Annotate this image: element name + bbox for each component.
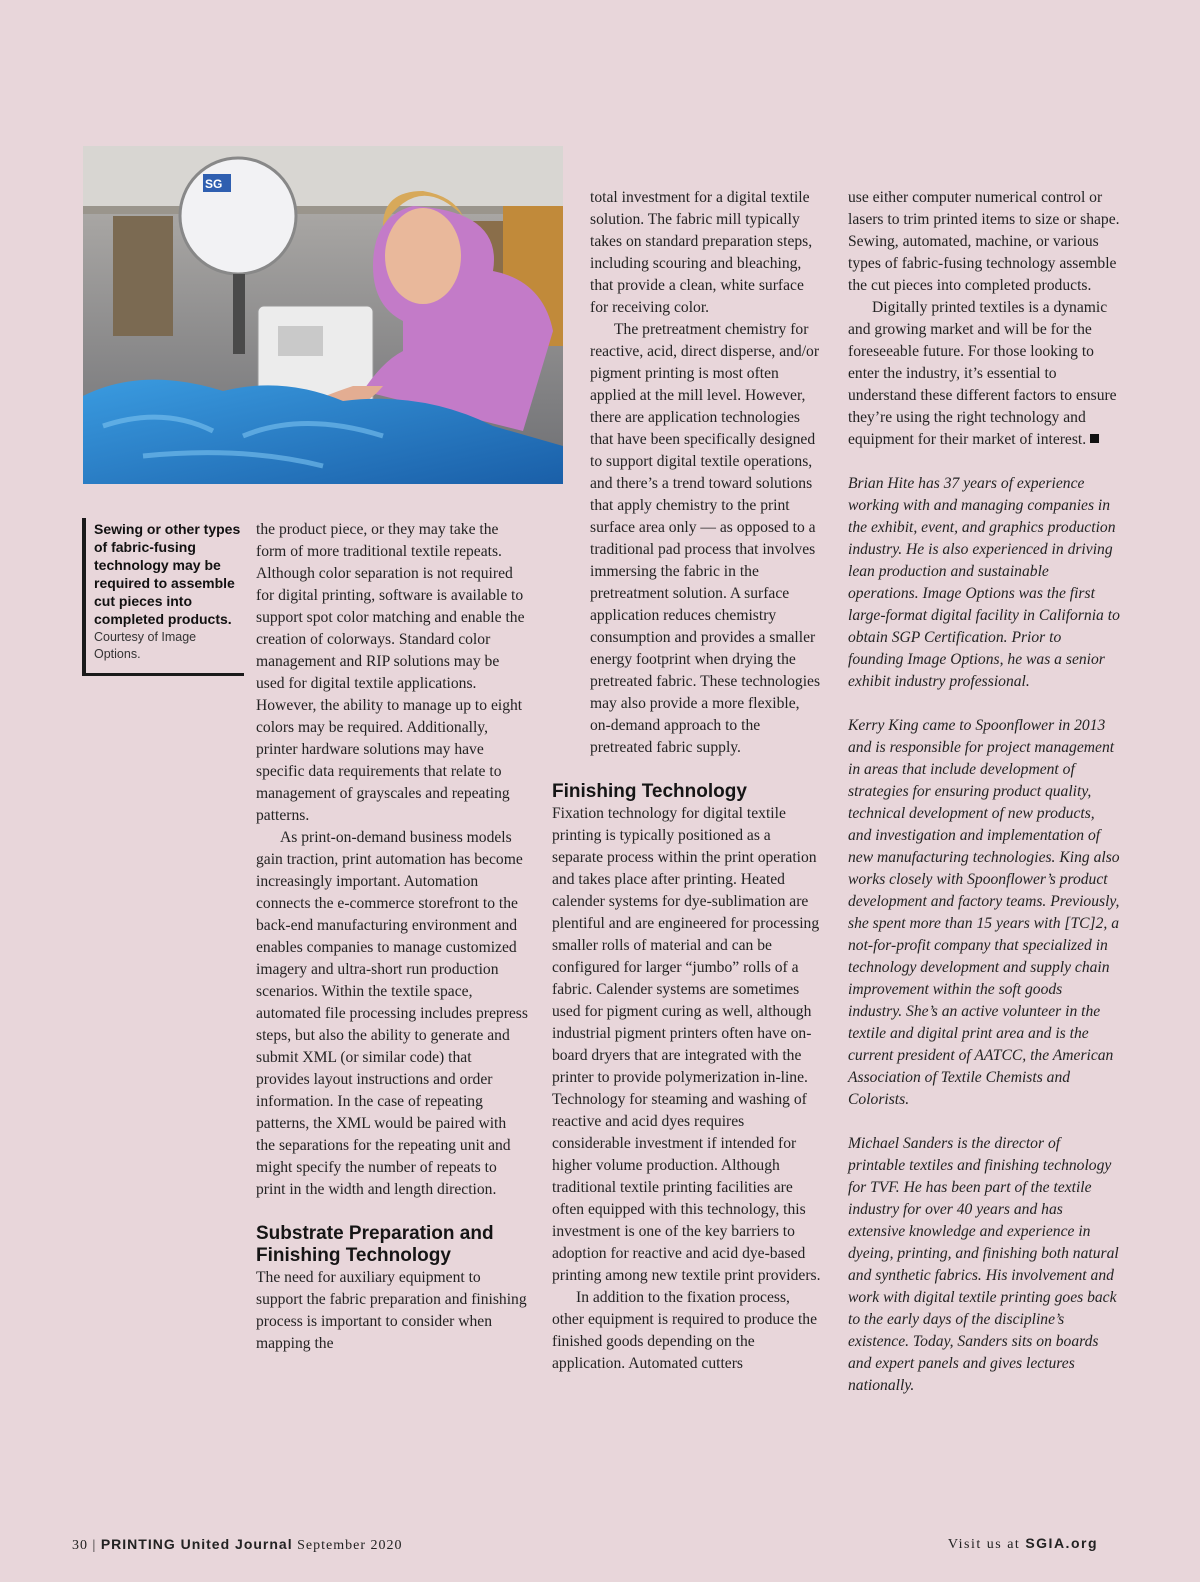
paragraph: total investment for a digital textile solution. The fabric mill typically takes on standard preparation steps, including scouring and bleaching, that provide a clean, white surface for receiving color. bbox=[590, 189, 813, 316]
article-photo bbox=[83, 146, 563, 484]
article-column-3 bbox=[848, 187, 1120, 1397]
visit-prefix: Visit us at bbox=[947, 1537, 1021, 1552]
paragraph: In addition to the fixation process, other equipment is required to produce the finished goods depending on the application. Automated cutters bbox=[552, 1289, 818, 1372]
paragraph: The pretreatment chemistry for reactive, acid, direct disperse, and/or pigment printing is most often applied at the mill level. However, there are application technologies that have been specifically designed to support digital textile operations, and there’s a trend toward solutions that apply chemistry to the print surface area only — as opposed to a traditional pad process that involves immersing the fabric in the pretreatment solution. A surface application reduces chemistry consumption and provides a smaller energy footprint when drying the pretreated fabric. These technologies may also provide a more flexible, on-demand approach to the pretreated fabric supply. bbox=[590, 321, 821, 756]
publication-name: PRINTING United Journal bbox=[100, 1536, 293, 1552]
author-bio-hite: Brian Hite has 37 years of experience working with and managing companies in the exhibit, event, and graphics production industry. He is also experienced in driving lean production and sustainable operations. Image Options was the first large-format digital facility in California to obtain SGP Certification. Prior to founding Image Options, he was a senior exhibit industry professional. bbox=[848, 475, 1120, 690]
footer-website bbox=[948, 1535, 1098, 1553]
end-mark-icon bbox=[1090, 434, 1099, 443]
paragraph: Fixation technology for digital textile printing is typically positioned as a separate process within the print operation and takes place after printing. Heated calender systems for dye-sublimation are plentiful and are engineered for processing smaller rolls of material and can be configured for larger “jumbo” rolls of a fabric. Calender systems are sometimes used for pigment curing as well, although industrial pigment printers often have on-board dryers that are integrated with the printer to provide polymerization in-line. Technology for steaming and washing of reactive and acid dyes requires considerable investment if intended for higher volume production. Although traditional textile printing facilities are often equipped with this technology, this investment is one of the key barriers to adoption for reactive and acid dye-based printing among new textile print providers. bbox=[552, 805, 821, 1284]
website-link[interactable]: SGIA.org bbox=[1025, 1535, 1098, 1551]
svg-text:SG: SG bbox=[205, 177, 223, 191]
caption-credit: Courtesy of Image Options. bbox=[94, 630, 197, 661]
photo-caption bbox=[82, 518, 244, 676]
footer-separator: | bbox=[92, 1538, 97, 1553]
paragraph: The need for auxiliary equipment to support the fabric preparation and finishing process is important to consider when mapping the bbox=[256, 1269, 527, 1352]
caption-text: Sewing or other types of fabric-fusing technology may be required to assemble cut pieces into completed products. bbox=[94, 521, 241, 627]
paragraph: the product piece, or they may take the form of more traditional textile repeats. Although color separation is not required for digital printing, software is available to support spot color matching and enable the creation of colorways. Standard color management and RIP solutions may be used for digital textile applications. However, the ability to manage up to eight colors may be required. Additionally, printer hardware solutions may have specific data requirements that relate to management of grayscales and repeating patterns. bbox=[256, 521, 525, 824]
author-bio-king: Kerry King came to Spoonflower in 2013 and is responsible for project management in areas that include development of strategies for ensuring product quality, technical development of new products, and investigation and implementation of new manufacturing technologies. King also works closely with Spoonflower’s product development and factory teams. Previously, she spent more than 15 years with [TC]2, a not-for-profit company that specialized in technology development and supply chain improvement within the soft goods industry. She’s an active volunteer in the textile and digital print area and is the current president of AATCC, the American Association of Textile Chemists and Colorists. bbox=[848, 717, 1120, 1108]
sewing-worker-photo bbox=[83, 146, 563, 484]
article-column-2 bbox=[552, 187, 822, 1375]
paragraph: Digitally printed textiles is a dynamic and growing market and will be for the foreseeable future. For those looking to enter the industry, it’s essential to understand these different factors to ensure they’re using the right technology and equipment for their market of interest. bbox=[848, 299, 1117, 448]
article-column-1 bbox=[256, 519, 528, 1355]
paragraph: As print-on-demand business models gain traction, print automation has become increasingly important. Automation connects the e-commerce storefront to the back-end manufacturing environment and enables companies to manage customized imagery and ultra-short run production scenarios. Within the textile space, automated file processing includes prepress steps, but also the ability to generate and submit XML (or similar code) that provides layout instructions and order information. In the case of repeating patterns, the XML would be paired with the separations for the repeating unit and might specify the number of repeats to print in the width and length direction. bbox=[256, 829, 528, 1198]
author-bio-sanders: Michael Sanders is the director of printable textiles and finishing technology for TVF. He has been part of the textile industry for over 40 years and has extensive knowledge and experience in dyeing, printing, and finishing both natural and synthetic fabrics. His involvement and work with digital textile printing goes back to the early days of the discipline’s existence. Today, Sanders sits on boards and expert panels and gives lectures nationally. bbox=[848, 1135, 1119, 1394]
section-heading-finishing: Finishing Technology bbox=[552, 781, 747, 802]
section-heading-substrate: Substrate Preparation and Finishing Technology bbox=[256, 1223, 494, 1266]
footer-folio bbox=[72, 1536, 402, 1554]
issue-date: September 2020 bbox=[297, 1538, 403, 1553]
page-number: 30 bbox=[72, 1538, 88, 1553]
paragraph: use either computer numerical control or lasers to trim printed items to size or shape. Sewing, automated, machine, or various types of fabric-fusing technology assemble the cut pieces into completed products. bbox=[848, 189, 1120, 294]
